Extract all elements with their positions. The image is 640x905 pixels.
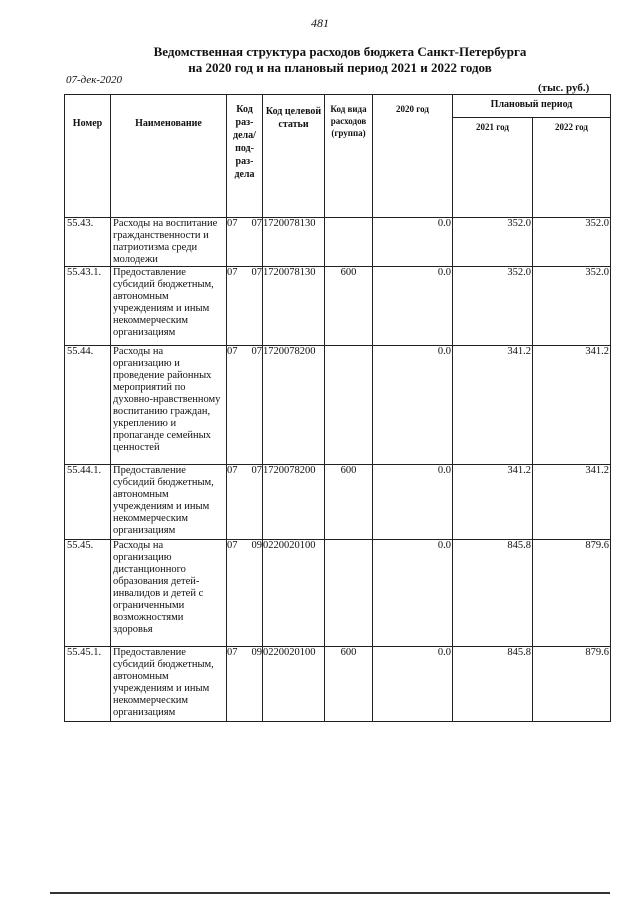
header-name: Наименование (111, 95, 227, 218)
row-expense-type: 600 (325, 647, 373, 722)
row-target: 1720078130 (263, 267, 325, 346)
row-number: 55.45. (65, 540, 111, 647)
row-2022: 879.6 (533, 540, 611, 647)
row-2020: 0.0 (373, 647, 453, 722)
row-name: Расходы на организацию и проведение районных мероприятий по духовно-нравственному воспитанию граждан, укреплению и пропаганде семейных ценностей (111, 346, 227, 465)
row-2021: 845.8 (453, 647, 533, 722)
table-row (65, 465, 611, 540)
row-name: Расходы на воспитание гражданственности и патриотизма среди молодежи (111, 218, 227, 267)
row-expense-type: 600 (325, 267, 373, 346)
row-expense-type (325, 540, 373, 647)
header-planned-period: Плановый период (453, 95, 611, 118)
budget-table (64, 94, 611, 722)
row-section: 07 07 (227, 465, 263, 540)
row-section: 07 07 (227, 346, 263, 465)
header-2020: 2020 год (373, 95, 453, 218)
row-2022: 352.0 (533, 267, 611, 346)
table-row (65, 218, 611, 267)
row-2020: 0.0 (373, 267, 453, 346)
row-expense-type (325, 346, 373, 465)
row-target: 1720078130 (263, 218, 325, 267)
document-date: 07-дек-2020 (66, 74, 123, 86)
row-name: Предоставление субсидий бюджетным, автономным учреждениям и иным некоммерческим организациям (111, 267, 227, 346)
header-number: Номер (65, 95, 111, 218)
row-section: 07 07 (227, 218, 263, 267)
row-number: 55.43.1. (65, 267, 111, 346)
row-2021: 341.2 (453, 346, 533, 465)
row-number: 55.44. (65, 346, 111, 465)
row-target: 0220020100 (263, 647, 325, 722)
row-2022: 879.6 (533, 647, 611, 722)
row-2020: 0.0 (373, 540, 453, 647)
table-row (65, 647, 611, 722)
table-row (65, 540, 611, 647)
table-row (65, 267, 611, 346)
document-title (90, 44, 590, 76)
row-2021: 352.0 (453, 218, 533, 267)
header-expense-type: Код вида расходов (группа) (325, 95, 373, 218)
row-expense-type (325, 218, 373, 267)
row-target: 1720078200 (263, 465, 325, 540)
row-2020: 0.0 (373, 218, 453, 267)
row-expense-type: 600 (325, 465, 373, 540)
header-section: Код раз-дела/ под-раз-дела (227, 95, 263, 218)
row-number: 55.44.1. (65, 465, 111, 540)
row-name: Расходы на организацию дистанционного образования детей-инвалидов и детей с ограниченными возможностями здоровья (111, 540, 227, 647)
row-name: Предоставление субсидий бюджетным, автономным учреждениям и иным некоммерческим организациям (111, 647, 227, 722)
row-number: 55.45.1. (65, 647, 111, 722)
row-2021: 845.8 (453, 540, 533, 647)
row-target: 0220020100 (263, 540, 325, 647)
title-line-2: на 2020 год и на плановый период 2021 и 2022 годов (188, 60, 492, 75)
row-2021: 352.0 (453, 267, 533, 346)
row-2022: 341.2 (533, 346, 611, 465)
row-target: 1720078200 (263, 346, 325, 465)
table-row (65, 346, 611, 465)
row-number: 55.43. (65, 218, 111, 267)
row-name: Предоставление субсидий бюджетным, автономным учреждениям и иным некоммерческим организациям (111, 465, 227, 540)
row-section: 07 07 (227, 267, 263, 346)
row-2020: 0.0 (373, 465, 453, 540)
header-target: Код целевой статьи (263, 95, 325, 218)
title-line-1: Ведомственная структура расходов бюджета Санкт-Петербурга (153, 44, 527, 59)
row-2022: 352.0 (533, 218, 611, 267)
scan-footer-line (50, 892, 610, 898)
header-2021: 2021 год (453, 118, 533, 218)
row-2021: 341.2 (453, 465, 533, 540)
row-section: 07 09 (227, 647, 263, 722)
row-2020: 0.0 (373, 346, 453, 465)
units-label: (тыс. руб.) (538, 82, 590, 94)
page-number: 481 (311, 16, 329, 30)
row-2022: 341.2 (533, 465, 611, 540)
header-2022: 2022 год (533, 118, 611, 218)
row-section: 07 09 (227, 540, 263, 647)
